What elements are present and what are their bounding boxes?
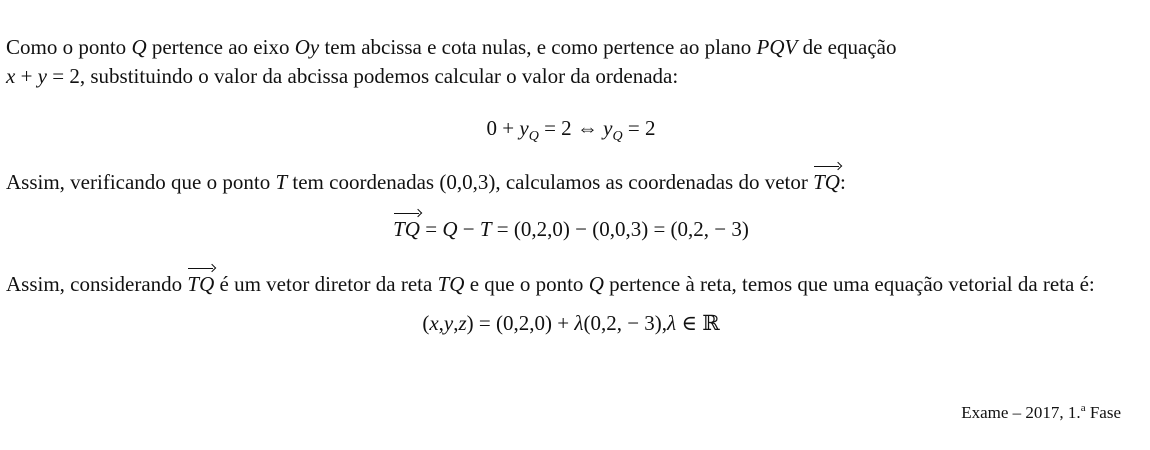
text: , (438, 311, 444, 335)
text: ∈ ℝ (676, 311, 720, 335)
text: Assim, verificando que o ponto (6, 170, 276, 194)
paragraph-3 (6, 268, 1136, 299)
exam-source (961, 398, 1121, 427)
text: ( (422, 311, 430, 335)
vector-tq (813, 166, 840, 197)
text: = 2 ⇔ (538, 116, 604, 140)
text: ) = (0,2,0) + (466, 311, 575, 335)
vector-label: TQ (813, 170, 840, 194)
paragraph-1 (6, 33, 1136, 91)
vector-arrow-icon (187, 265, 216, 273)
text: de equação (797, 35, 897, 59)
math-lambda: λ (574, 311, 584, 335)
math-var-x: x (429, 311, 439, 335)
text: e que o ponto (464, 272, 589, 296)
text: tem coordenadas (0,0,3), calculamos as coordenadas do vetor (287, 170, 814, 194)
text: pertence ao eixo (146, 35, 295, 59)
text: é um vetor diretor da reta (214, 272, 438, 296)
text: − (457, 217, 480, 241)
math-point-t: T (275, 170, 288, 194)
solution-text (6, 33, 1136, 338)
text: , substituindo o valor da abcissa podemos calcular o valor da ordenada: (79, 64, 679, 88)
source-text: Exame – 2017, 1. (961, 403, 1081, 422)
vector-arrow-icon (813, 163, 842, 171)
math-line-tq: TQ (437, 272, 465, 296)
text: pertence à reta, temos que uma equação vetorial da reta é: (603, 272, 1095, 296)
text: Como o ponto (6, 35, 132, 59)
vector-label: TQ (393, 217, 420, 241)
text: = 2 (47, 64, 80, 88)
math-var-y: y (603, 116, 613, 140)
math-point-t: T (479, 217, 492, 241)
math-subscript-q: Q (612, 129, 623, 144)
equation-vector-line (6, 309, 1136, 338)
math-axis-oy: Oy (294, 35, 320, 59)
vector-arrow-icon (393, 210, 422, 218)
equation-vector-tq (6, 213, 1136, 244)
math-var-z: z (458, 311, 467, 335)
text: : (839, 170, 846, 194)
text: (0,2, − 3), (583, 311, 668, 335)
text: = 2 (622, 116, 656, 140)
source-text: Fase (1085, 403, 1121, 422)
text: Assim, considerando (6, 272, 188, 296)
text: + (15, 64, 38, 88)
text: = (0,2,0) − (0,0,3) = (0,2, − 3) (491, 217, 749, 241)
math-var-x: x (6, 64, 16, 88)
text: , (453, 311, 459, 335)
math-subscript-q: Q (528, 129, 539, 144)
math-lambda: λ (667, 311, 677, 335)
paragraph-2 (6, 166, 1136, 197)
text: tem abcissa e cota nulas, e como pertence ao plano (319, 35, 757, 59)
math-var-y: y (443, 311, 454, 335)
vector-tq (393, 213, 420, 244)
source-superscript: a (1080, 402, 1086, 414)
text: = (419, 217, 443, 241)
vector-tq (187, 268, 214, 299)
math-point-q: Q (588, 272, 604, 296)
math-point-q: Q (131, 35, 147, 59)
math-var-y: y (519, 116, 529, 140)
math-point-q: Q (442, 217, 458, 241)
math-plane-pqv: PQV (756, 35, 798, 59)
math-var-y: y (37, 64, 47, 88)
equation-ordinate (6, 114, 1136, 143)
vector-label: TQ (187, 272, 215, 296)
text: 0 + (486, 116, 520, 140)
